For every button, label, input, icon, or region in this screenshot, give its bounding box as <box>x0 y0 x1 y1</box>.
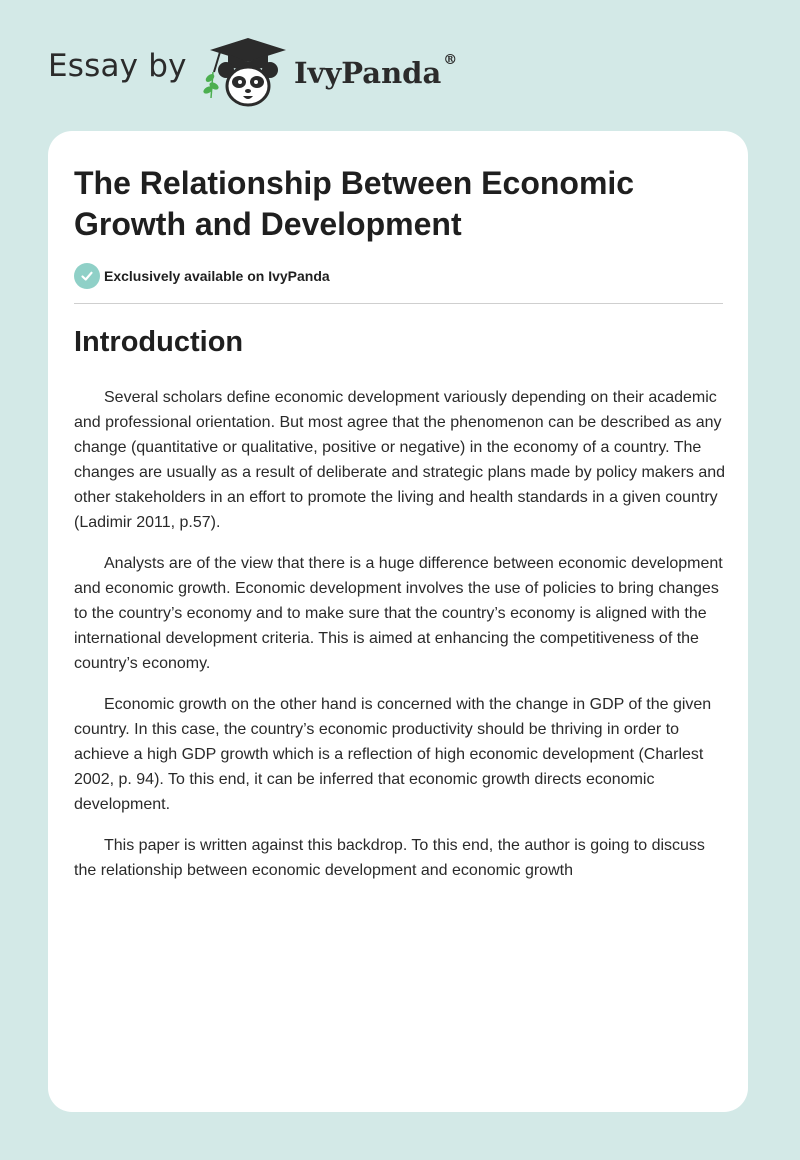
paragraph: Analysts are of the view that there is a huge difference between economic development and economic growth. Economic development involves the use of policies to bring changes to the country’s economy and to make sure that the country’s economy is aligned with the international development criteria. This is aimed at enhancing the competitiveness of the country’s economy. <box>74 555 723 672</box>
divider <box>74 303 723 304</box>
site-header <box>48 36 508 108</box>
article-body <box>74 385 726 899</box>
check-icon <box>74 263 100 289</box>
paragraph: Economic growth on the other hand is concerned with the change in GDP of the given country. In this case, the country’s economic productivity should be thriving in order to achieve a high GDP growth which is a reflection of high economic development (Charlest 2002, p. 94). To this end, it can be inferred that economic growth directs economic development. <box>74 696 712 813</box>
section-heading: Introduction <box>74 326 244 358</box>
essay-card <box>48 131 748 1112</box>
brand-name[interactable] <box>294 52 458 90</box>
panda-logo-icon[interactable] <box>200 36 290 108</box>
essay-by-label: Essay by <box>48 48 187 84</box>
paragraph: Several scholars define economic development variously depending on their academic and professional orientation. But most agree that the phenomenon can be described as any change (quantitative or qualitative, positive or negative) in the economy of a country. The changes are usually as a result of deliberate and strategic plans made by policy makers and other stakeholders in an effort to promote the living and health standards in a given country (Ladimir 2011, p.57). <box>74 389 726 531</box>
badge-text: Exclusively available on IvyPanda <box>104 268 330 284</box>
page-title: The Relationship Between Economic Growth and Development <box>74 165 635 242</box>
exclusive-badge <box>74 263 330 289</box>
paragraph: This paper is written against this backdrop. To this end, the author is going to discuss the relationship between economic development and economic growth <box>74 837 705 879</box>
brand-label: IvyPanda <box>294 56 442 90</box>
registered-mark: ® <box>443 52 458 68</box>
